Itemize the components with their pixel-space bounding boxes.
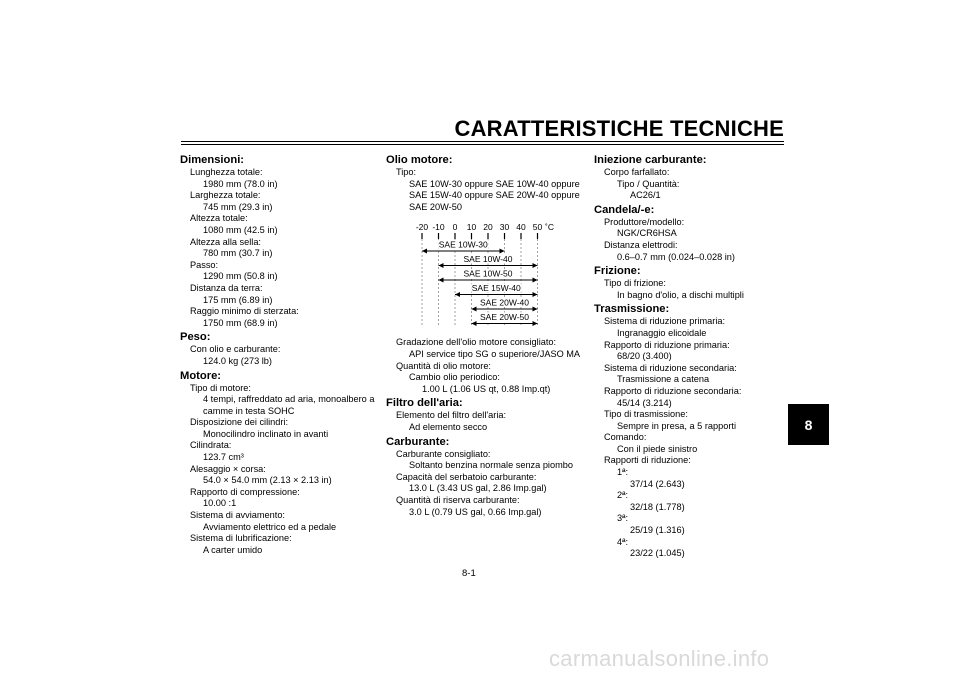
column-left xyxy=(180,152,380,556)
spec-line: 124.0 kg (273 lb) xyxy=(203,355,272,366)
chart-arrow-right xyxy=(533,307,538,312)
spec-line: 123.7 cm³ xyxy=(203,452,244,463)
chart-tick-label: -20 xyxy=(415,222,429,233)
chart-tick-label: 30 xyxy=(499,222,510,233)
section-heading: Peso: xyxy=(180,331,211,344)
chart-tick-label: -10 xyxy=(432,222,445,233)
oil-details-block xyxy=(386,337,591,518)
spec-line: AC26/1 xyxy=(630,190,661,201)
spec-line: 25/19 (1.316) xyxy=(630,525,685,536)
section-heading: Dimensioni: xyxy=(180,154,245,166)
section-heading: Motore: xyxy=(180,369,222,382)
watermark: carmanualsonline.info xyxy=(549,646,770,671)
spec-line: API service tipo SG o superiore/JASO MA xyxy=(409,348,581,359)
chart-arrow-left xyxy=(455,292,460,297)
spec-line: SAE 10W-30 oppure SAE 10W-40 oppure xyxy=(409,178,580,189)
spec-line: Elemento del filtro dell'aria: xyxy=(396,410,507,421)
spec-line: 175 mm (6.89 in) xyxy=(203,294,273,305)
chart-range-label: SAE 20W-50 xyxy=(480,312,529,323)
header-rule xyxy=(181,141,784,145)
spec-line: Tipo / Quantità: xyxy=(617,178,680,189)
spec-line: 780 mm (30.7 in) xyxy=(203,248,273,259)
spec-line: 1ª: xyxy=(617,467,629,478)
spec-line: Alesaggio × corsa: xyxy=(190,463,266,474)
chart-tick-label: 40 xyxy=(516,222,526,233)
spec-line: Con olio e carburante: xyxy=(190,344,281,355)
chart-arrow-left xyxy=(422,249,427,254)
spec-line: Avviamento elettrico ed a pedale xyxy=(203,521,337,532)
chart-arrow-left xyxy=(439,278,444,283)
section-heading: Carburante: xyxy=(386,435,450,448)
spec-line: 4ª: xyxy=(617,536,629,547)
spec-line: Tipo: xyxy=(396,167,417,177)
spec-line: Distanza elettrodi: xyxy=(604,239,678,250)
spec-line: Disposizione dei cilindri: xyxy=(190,417,289,428)
spec-line: Corpo farfallato: xyxy=(604,167,670,177)
spec-line: Con il piede sinistro xyxy=(617,443,698,454)
spec-line: Raggio minimo di sterzata: xyxy=(190,306,299,317)
spec-line: Altezza alla sella: xyxy=(190,236,261,247)
section-heading: Olio motore: xyxy=(386,154,453,166)
spec-line: 54.0 × 54.0 mm (2.13 × 2.13 in) xyxy=(203,475,332,486)
section-heading: Filtro dell'aria: xyxy=(386,397,463,410)
chart-arrow-left xyxy=(472,321,477,326)
spec-line: Tipo di motore: xyxy=(190,382,251,393)
spec-line: Ingranaggio elicoidale xyxy=(617,327,707,338)
spec-line: 32/18 (1.778) xyxy=(630,501,685,512)
column-right xyxy=(594,152,784,560)
section-heading: Frizione: xyxy=(594,265,641,278)
spec-line: Ad elemento secco xyxy=(409,421,488,432)
spec-line: 2ª: xyxy=(617,490,629,501)
spec-line: Distanza da terra: xyxy=(190,282,263,293)
column-middle xyxy=(386,152,591,518)
chart-range-label: SAE 15W-40 xyxy=(471,283,521,294)
spec-line: Trasmissione a catena xyxy=(617,374,710,385)
section-heading: Trasmissione: xyxy=(594,303,670,316)
spec-line: Gradazione dell'olio motore consigliato: xyxy=(396,337,557,348)
spec-line: 3ª: xyxy=(617,513,629,524)
spec-line: 3.0 L (0.79 US gal, 0.66 Imp.gal) xyxy=(409,506,542,517)
chart-arrow-right xyxy=(500,249,505,254)
chart-tick-label: 10 xyxy=(466,222,477,233)
section-heading: Candela/-e: xyxy=(594,203,655,216)
spec-line: Rapporto di riduzione primaria: xyxy=(604,339,730,350)
section-heading: Iniezione carburante: xyxy=(594,154,707,166)
oil-viscosity-chart xyxy=(410,221,560,329)
spec-line: SAE 15W-40 oppure SAE 20W-40 oppure xyxy=(409,190,580,201)
spec-line: Sistema di riduzione primaria: xyxy=(604,316,726,327)
chart-tick-label: 50 xyxy=(532,222,543,233)
spec-line: 45/14 (3.214) xyxy=(617,397,672,408)
spec-line: Tipo di frizione: xyxy=(604,278,666,289)
spec-line: Cambio olio periodico: xyxy=(409,372,500,383)
chart-arrow-right xyxy=(533,292,538,297)
spec-line: Soltanto benzina normale senza piombo xyxy=(409,460,573,471)
spec-line: Comando: xyxy=(604,432,647,443)
spec-line: NGK/CR6HSA xyxy=(617,228,677,239)
oil-type-block xyxy=(386,153,591,213)
spec-line: 1750 mm (68.9 in) xyxy=(203,317,278,328)
spec-line: 1980 mm (78.0 in) xyxy=(203,178,278,189)
spec-line: Rapporto di compressione: xyxy=(190,486,300,497)
spec-line: Altezza totale: xyxy=(190,213,248,224)
spec-line: Rapporto di riduzione secondaria: xyxy=(604,385,742,396)
spec-line: 23/22 (1.045) xyxy=(630,548,685,559)
spec-line: Sistema di lubrificazione: xyxy=(190,533,292,544)
chart-arrow-left xyxy=(472,307,477,312)
spec-line: 1.00 L (1.06 US qt, 0.88 Imp.qt) xyxy=(422,383,551,394)
spec-line: Carburante consigliato: xyxy=(396,448,491,459)
spec-line: 745 mm (29.3 in) xyxy=(203,201,273,212)
spec-line: 4 tempi, raffreddato ad aria, monoalbero a xyxy=(203,394,375,405)
spec-line: Larghezza totale: xyxy=(190,190,261,201)
page-number: 8-1 xyxy=(462,568,476,579)
spec-line: Sempre in presa, a 5 rapporti xyxy=(617,420,736,431)
spec-line: 10.00 :1 xyxy=(203,498,237,509)
chart-range-label: SAE 20W-40 xyxy=(480,297,529,308)
chart-tick-label: 20 xyxy=(483,222,493,233)
spec-line: Sistema di avviamento: xyxy=(190,510,285,521)
spec-line: In bagno d'olio, a dischi multipli xyxy=(617,289,744,300)
chart-range-label: SAE 10W-50 xyxy=(463,268,513,279)
spec-line: Quantità di olio motore: xyxy=(396,360,491,371)
spec-line: Quantità di riserva carburante: xyxy=(396,494,520,505)
spec-line: Monocilindro inclinato in avanti xyxy=(203,428,329,439)
page-title: CARATTERISTICHE TECNICHE xyxy=(454,116,784,141)
spec-line: 1290 mm (50.8 in) xyxy=(203,271,278,282)
spec-line: Passo: xyxy=(190,259,219,270)
spec-line: Lunghezza totale: xyxy=(190,167,263,177)
spec-line: Cilindrata: xyxy=(190,440,232,451)
spec-line: A carter umido xyxy=(203,544,263,555)
spec-line: 13.0 L (3.43 US gal, 2.86 Imp.gal) xyxy=(409,483,547,494)
spec-line: camme in testa SOHC xyxy=(203,405,295,416)
spec-line: SAE 20W-50 xyxy=(409,201,462,212)
chart-range-label: SAE 10W-30 xyxy=(438,239,488,250)
spec-line: Tipo di trasmissione: xyxy=(604,409,688,420)
chart-arrow-right xyxy=(533,321,538,326)
spec-line: 37/14 (2.643) xyxy=(630,478,685,489)
spec-line: Produttore/modello: xyxy=(604,216,685,227)
chapter-tab: 8 xyxy=(788,404,829,445)
chart-tick-label: 0 xyxy=(452,222,458,233)
spec-line: Rapporti di riduzione: xyxy=(604,455,691,466)
spec-line: 0.6–0.7 mm (0.024–0.028 in) xyxy=(617,251,735,262)
chart-unit-label: ˚C xyxy=(545,222,554,233)
spec-line: 68/20 (3.400) xyxy=(617,351,672,362)
chart-arrow-right xyxy=(533,263,538,268)
chart-range-label: SAE 10W-40 xyxy=(463,254,513,265)
spec-line: Sistema di riduzione secondaria: xyxy=(604,362,737,373)
chart-arrow-left xyxy=(439,263,444,268)
spec-line: 1080 mm (42.5 in) xyxy=(203,224,278,235)
spec-line: Capacità del serbatoio carburante: xyxy=(396,471,537,482)
chart-arrow-right xyxy=(533,278,538,283)
